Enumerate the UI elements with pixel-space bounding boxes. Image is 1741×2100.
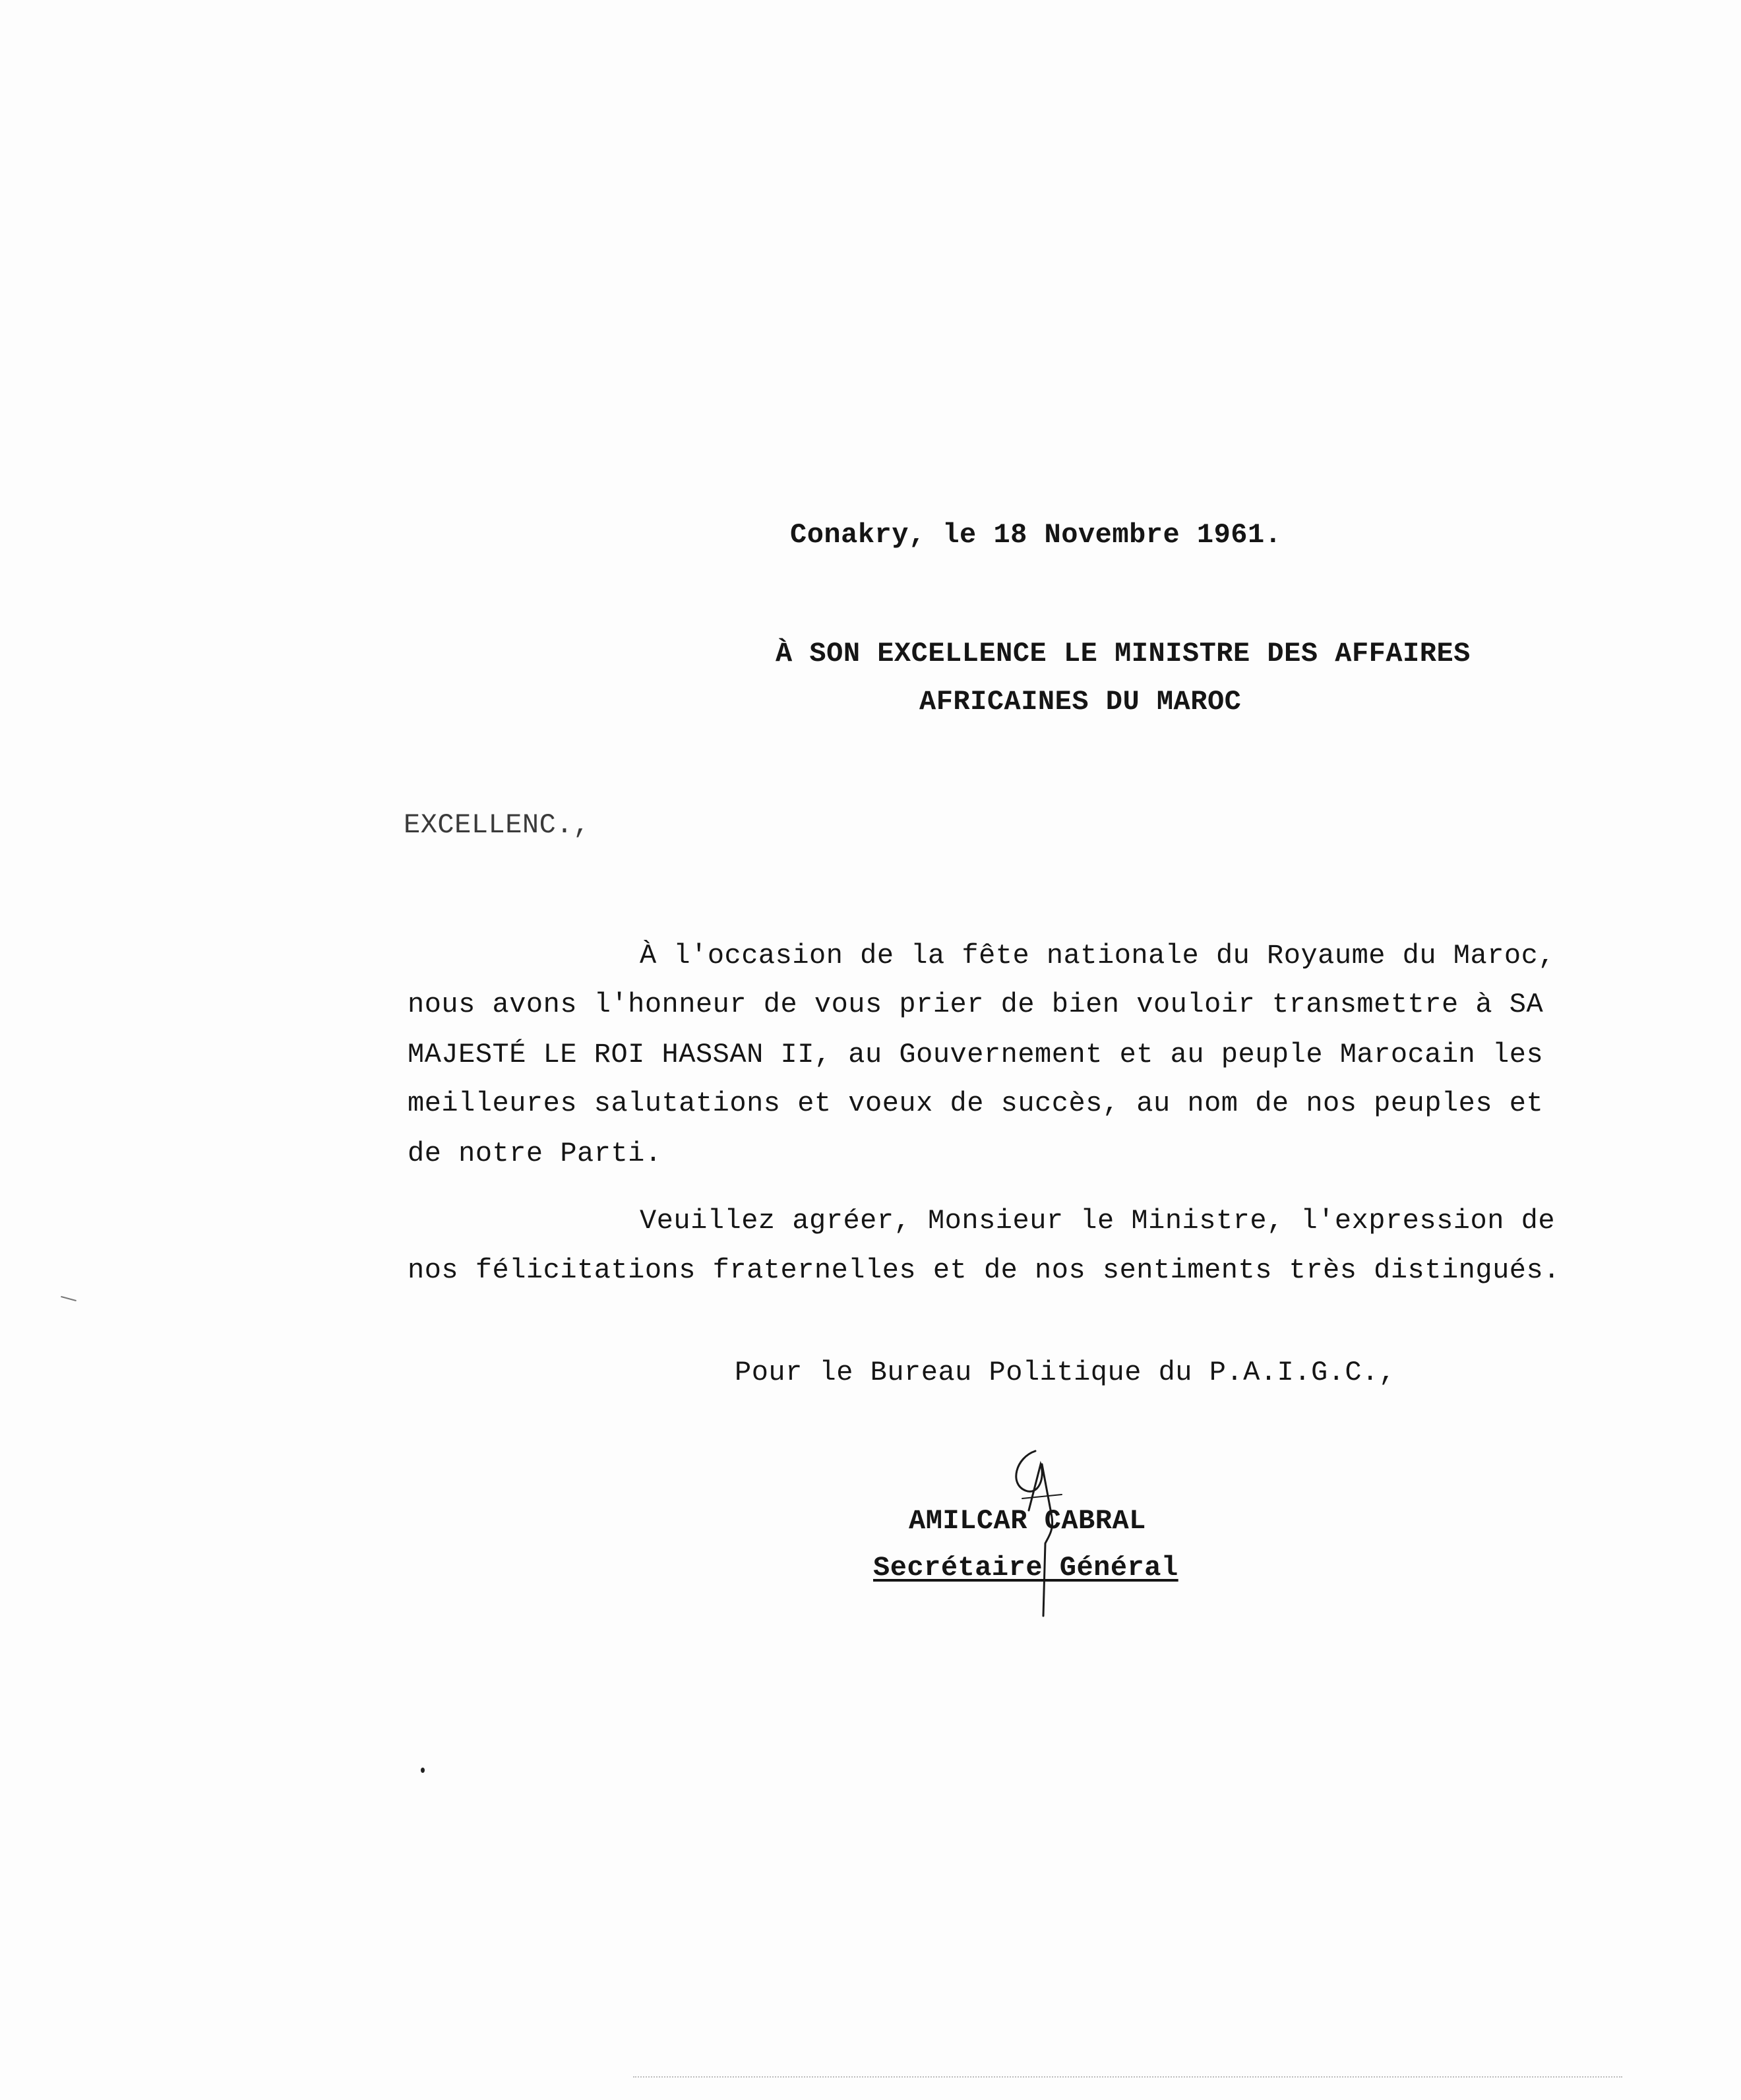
recipient-line-1: À SON EXCELLENCE LE MINISTRE DES AFFAIRES <box>776 638 1471 669</box>
salutation: EXCELLENC., <box>404 809 590 841</box>
paragraph-1-line: meilleures salutations et voeux de succès, au nom de nos peuples et <box>408 1088 1544 1119</box>
paragraph-2-line: nos félicitations fraternelles et de nos sentiments très distingués. <box>408 1254 1560 1286</box>
paragraph-2-line: Veuillez agréer, Monsieur le Ministre, l'expression de <box>640 1205 1556 1237</box>
signatory-name: AMILCAR CABRAL <box>909 1505 1146 1537</box>
ink-speck <box>421 1768 425 1773</box>
recipient-line-2: AFRICAINES DU MAROC <box>919 686 1242 718</box>
scan-edge-artifact <box>633 2076 1622 2082</box>
scan-mark <box>61 1296 76 1301</box>
date-line: Conakry, le 18 Novembre 1961. <box>790 519 1282 551</box>
signatory-title: Secrétaire Général <box>873 1552 1178 1584</box>
paragraph-1-line: de notre Parti. <box>408 1138 662 1169</box>
paragraph-1-line: nous avons l'honneur de vous prier de bien vouloir transmettre à SA <box>408 989 1544 1020</box>
closing-line: Pour le Bureau Politique du P.A.I.G.C., <box>735 1357 1396 1388</box>
paragraph-1-line: À l'occasion de la fête nationale du Royaume du Maroc, <box>640 940 1556 972</box>
paragraph-1-line: MAJESTÉ LE ROI HASSAN II, au Gouvernement et au peuple Marocain les <box>408 1039 1544 1070</box>
